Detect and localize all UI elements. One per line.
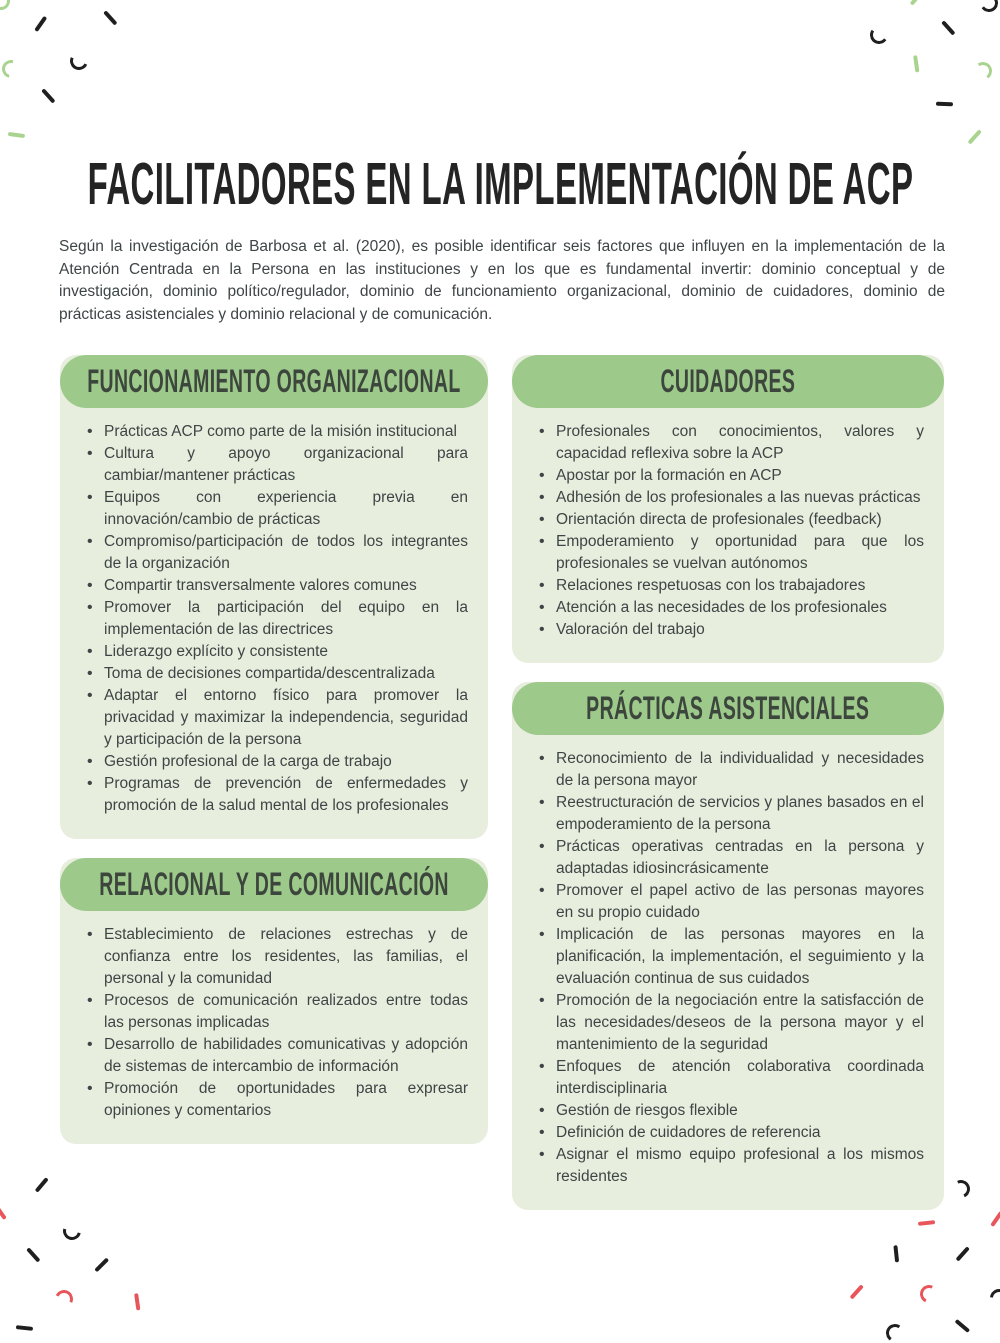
bullet-item: • Orientación directa de profesionales (feedback): [538, 509, 924, 531]
bullet-item: • Promover el papel activo de las personas mayores en su propio cuidado: [538, 880, 924, 924]
bullet-item: • Desarrollo de habilidades comunicativas y adopción de sistemas de intercambio de información: [86, 1034, 468, 1078]
black-confetti-dash-icon: [94, 1258, 108, 1272]
bullet-list-funcionamiento: [60, 408, 488, 839]
red-confetti-arc-icon: [52, 1287, 75, 1310]
section-relacional-comunicacion: [60, 858, 488, 1144]
green-confetti-dash-icon: [8, 132, 25, 138]
bullet-item: • Promover la participación del equipo en la implementación de las directrices: [86, 597, 468, 641]
black-confetti-arc-icon: [869, 25, 890, 46]
section-title: FUNCIONAMIENTO ORGANIZACIONAL: [87, 362, 461, 400]
bullet-list-cuidadores: [512, 408, 944, 663]
bullet-item: • Promoción de la negociación entre la satisfacción de las necesidades/deseos de la persona mayor y el mantenimiento de la seguridad: [538, 990, 924, 1056]
bullet-item: • Reconocimiento de la individualidad y necesidades de la persona mayor: [538, 748, 924, 792]
bullet-list-practicas: [512, 735, 944, 1210]
bullet-item: • Promoción de oportunidades para expresar opiniones y comentarios: [86, 1078, 468, 1122]
bullet-item: • Gestión de riesgos flexible: [538, 1100, 924, 1122]
intro-paragraph: Según la investigación de Barbosa et al. (2020), es posible identificar seis factores que influyen en la implementación de la Atención Centrada en la Persona en las instituciones y en los que es fundamental invertir: dominio conceptual y de investigación, dominio político/regulador, dominio de funcionamiento organizacional, dominio de cuidadores, dominio de prácticas asistenciales y dominio relacional y de comunicación.: [59, 238, 945, 323]
right-column: [512, 355, 944, 1229]
section-practicas-asistenciales: [512, 682, 944, 1210]
black-confetti-dash-icon: [16, 1325, 33, 1330]
black-confetti-dash-icon: [42, 88, 56, 103]
black-confetti-dash-icon: [955, 1319, 970, 1333]
bullet-item: • Prácticas operativas centradas en la persona y adaptadas idiosincrásicamente: [538, 836, 924, 880]
red-confetti-dash-icon: [0, 1204, 7, 1220]
green-confetti-arc-icon: [973, 61, 994, 82]
black-confetti-dash-icon: [35, 1177, 49, 1192]
bullet-item: • Implicación de las personas mayores en la planificación, la implementación, el seguimiento y la evaluación continua de sus cuidados: [538, 924, 924, 990]
red-confetti-dash-icon: [850, 1284, 864, 1299]
bullet-item: • Liderazgo explícito y consistente: [86, 641, 468, 663]
bullet-item: • Gestión profesional de la carga de trabajo: [86, 751, 468, 773]
black-confetti-arc-icon: [67, 49, 90, 72]
page-title: [0, 146, 1000, 224]
black-confetti-dash-icon: [894, 1245, 899, 1262]
bullet-item: • Prácticas ACP como parte de la misión institucional: [86, 421, 468, 443]
bullet-item: • Cultura y apoyo organizacional para cambiar/mantener prácticas: [86, 443, 468, 487]
red-confetti-dash-icon: [135, 1293, 141, 1310]
black-confetti-dash-icon: [956, 1246, 970, 1261]
green-confetti-arc-icon: [0, 57, 23, 82]
bullet-item: • Enfoques de atención colaborativa coordinada interdisciplinaria: [538, 1056, 924, 1100]
section-header-cuidadores: [512, 355, 944, 408]
section-header-funcionamiento: [60, 355, 488, 408]
bullet-item: • Apostar por la formación en ACP: [538, 465, 924, 487]
green-confetti-dash-icon: [910, 0, 924, 5]
bullet-item: • Reestructuración de servicios y planes basados en el empoderamiento de la persona: [538, 792, 924, 836]
green-confetti-arc-icon: [0, 0, 13, 13]
bullet-item: • Adaptar el entorno físico para promover la privacidad y maximizar la independencia, seguridad y participación de la persona: [86, 685, 468, 751]
green-confetti-dash-icon: [914, 55, 920, 72]
section-title: RELACIONAL Y DE COMUNICACIÓN: [99, 865, 449, 903]
black-confetti-dash-icon: [936, 102, 953, 106]
red-confetti-arc-icon: [917, 1282, 940, 1305]
bullet-item: • Equipos con experiencia previa en innovación/cambio de prácticas: [86, 487, 468, 531]
bullet-item: • Compromiso/participación de todos los integrantes de la organización: [86, 531, 468, 575]
section-title: CUIDADORES: [660, 362, 796, 400]
bullet-item: • Profesionales con conocimientos, valores y capacidad reflexiva sobre la ACP: [538, 421, 924, 465]
section-cuidadores: [512, 355, 944, 663]
black-confetti-arc-icon: [60, 1219, 85, 1244]
bullet-item: • Definición de cuidadores de referencia: [538, 1122, 924, 1144]
green-confetti-dash-icon: [968, 129, 982, 144]
section-funcionamiento-organizacional: [60, 355, 488, 839]
section-header-practicas: [512, 682, 944, 735]
bullet-item: • Relaciones respetuosas con los trabajadores: [538, 575, 924, 597]
black-confetti-dash-icon: [104, 10, 118, 25]
bullet-item: • Establecimiento de relaciones estrechas y de confianza entre los residentes, las familias, el personal y la comunidad: [86, 924, 468, 990]
bullet-item: • Adhesión de los profesionales a las nuevas prácticas: [538, 487, 924, 509]
black-confetti-arc-icon: [986, 1285, 1000, 1310]
bullet-item: • Programas de prevención de enfermedades y promoción de la salud mental de los profesionales: [86, 773, 468, 817]
section-header-relacional: [60, 858, 488, 911]
bullet-item: • Asignar el mismo equipo profesional a los mismos residentes: [538, 1144, 924, 1188]
bullet-item: • Procesos de comunicación realizados entre todas las personas implicadas: [86, 990, 468, 1034]
page-title-text: FACILITADORES EN LA IMPLEMENTACIÓN DE ACP: [87, 151, 913, 218]
bullet-item: • Compartir transversalmente valores comunes: [86, 575, 468, 597]
black-confetti-dash-icon: [34, 16, 47, 32]
bullet-item: • Valoración del trabajo: [538, 619, 924, 641]
red-confetti-dash-icon: [990, 1211, 1000, 1227]
black-confetti-dash-icon: [27, 1247, 41, 1262]
bullet-list-relacional: [60, 911, 488, 1144]
bullet-item: • Toma de decisiones compartida/descentralizada: [86, 663, 468, 685]
black-confetti-dash-icon: [942, 20, 956, 35]
bullet-item: • Empoderamiento y oportunidad para que los profesionales se vuelvan autónomos: [538, 531, 924, 575]
section-title: PRÁCTICAS ASISTENCIALES: [586, 689, 870, 727]
black-confetti-arc-icon: [979, 0, 1000, 13]
bullet-item: • Atención a las necesidades de los profesionales: [538, 597, 924, 619]
left-column: [60, 355, 488, 1163]
black-confetti-arc-icon: [949, 1177, 972, 1200]
